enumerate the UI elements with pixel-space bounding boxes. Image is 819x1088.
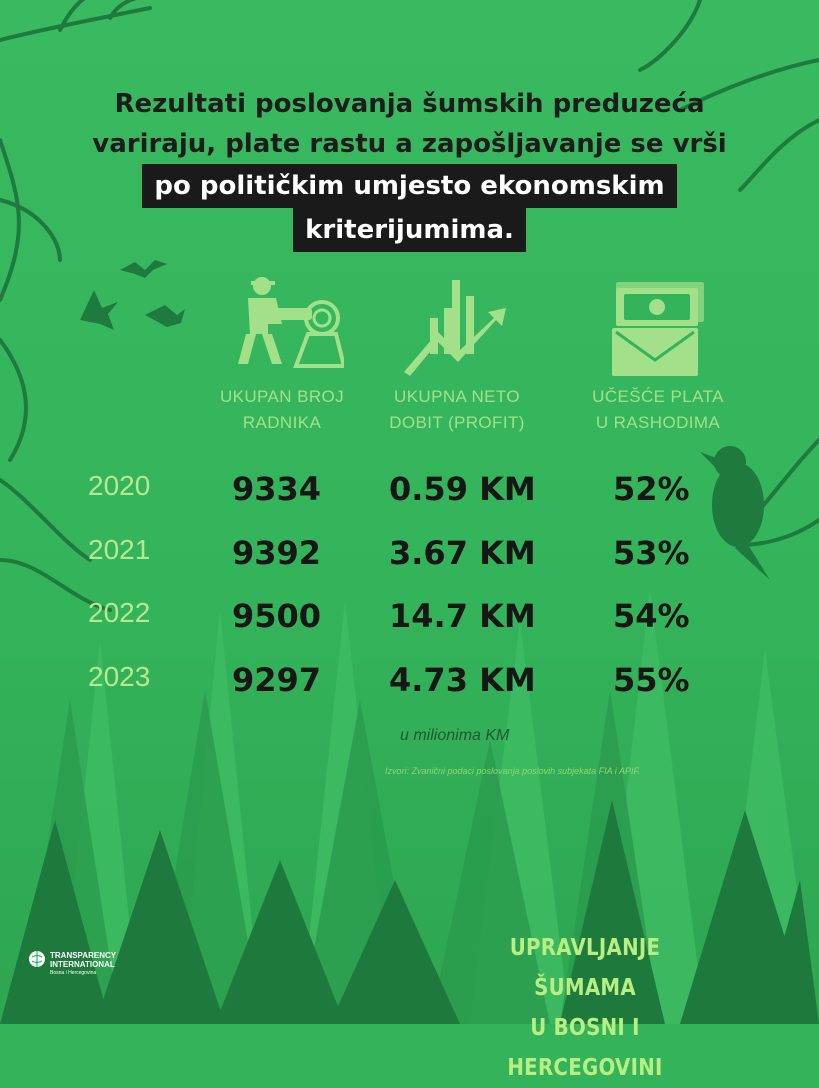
money-envelope-icon [610,280,706,376]
column-header-salary-share-line-1: UČEŠĆE PLATA [592,387,724,406]
row-workers: 9500 [232,597,322,635]
row-year: 2020 [88,470,151,501]
row-year: 2023 [88,661,151,692]
row-workers: 9334 [232,470,322,508]
logo-line-2: INTERNATIONAL [50,960,115,969]
headline-line-1: Rezultati poslovanja šumskih preduzeća [114,89,705,119]
row-share: 55% [613,661,690,699]
column-header-profit-line-2: DOBIT (PROFIT) [389,413,525,432]
unit-note: u milionima KM [400,727,510,744]
row-share: 54% [613,597,690,635]
row-workers: 9392 [232,534,322,572]
column-header-workers [197,384,367,436]
headline-line-2: variraju, plate rastu a zapošljavanje se vrši [92,129,727,159]
worker-chainsaw-icon [226,272,344,368]
growth-chart-icon [400,278,512,378]
row-profit: 14.7 KM [389,597,536,635]
globe-icon [28,950,46,968]
row-workers: 9297 [232,661,322,699]
headline-highlight-1: po političkim umjesto ekonomskim [142,164,676,208]
column-header-workers-line-2: RADNIKA [242,413,322,432]
row-share: 52% [613,470,690,508]
column-header-salary-share [573,384,743,436]
transparency-international-logo [28,950,117,976]
column-header-profit [372,384,542,436]
headline [0,84,819,252]
footer-line-2: U BOSNI I HERCEGOVINI [507,1015,663,1081]
logo-line-3: Bosna i Hercegovina [50,970,97,976]
footer-campaign-title [456,928,714,1088]
row-share: 53% [613,534,690,572]
row-profit: 0.59 KM [389,470,536,508]
row-profit: 3.67 KM [389,534,536,572]
row-year: 2022 [88,597,151,628]
column-header-profit-line-1: UKUPNA NETO [394,387,520,406]
logo-line-1: TRANSPARENCY [50,951,117,960]
column-header-workers-line-1: UKUPAN BROJ [219,387,345,406]
column-header-salary-share-line-2: U RASHODIMA [595,413,721,432]
source-note: Izvori: Zvanični podaci poslovanja poslovih subjekata FIA i APIF. [385,766,641,776]
headline-highlight-2: kriterijumima. [293,208,526,252]
footer-line-1: UPRAVLJANJE ŠUMAMA [509,935,661,1001]
row-profit: 4.73 KM [389,661,536,699]
row-year: 2021 [88,534,151,565]
